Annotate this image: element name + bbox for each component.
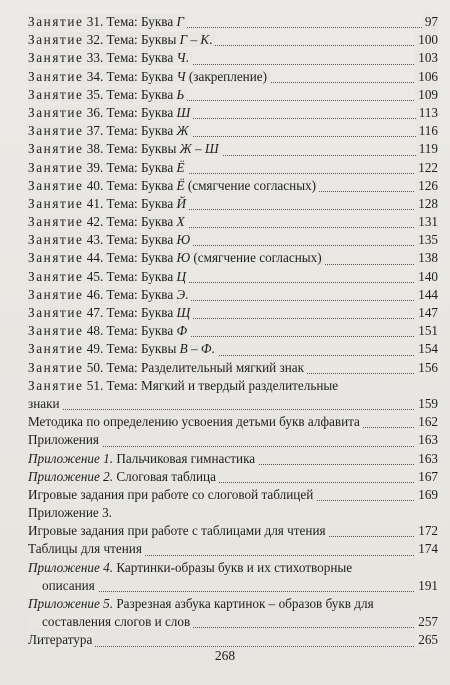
lesson-word: Занятие xyxy=(28,14,84,29)
entry-title-line1: Картинки-образы букв и их стихотворные xyxy=(113,559,353,575)
letter-name: Ю xyxy=(176,250,191,266)
lesson-word: Занятие xyxy=(28,32,84,48)
lesson-word: Занятие xyxy=(28,268,84,284)
toc-entry-lesson xyxy=(28,104,438,122)
toc-entry-lesson xyxy=(28,286,438,304)
page-number: 159 xyxy=(415,395,438,413)
toc-entry-lesson xyxy=(28,322,438,340)
lesson-word: Занятие xyxy=(28,159,84,175)
entry-title-tail: . xyxy=(185,50,189,66)
page-number: 163 xyxy=(415,450,438,468)
letter-name: Ш xyxy=(176,104,191,120)
entry-title: 41. Тема: Буква xyxy=(83,195,177,211)
toc-entry-lesson xyxy=(28,249,438,267)
toc-entry-appendices xyxy=(28,431,438,449)
page-number: 147 xyxy=(415,304,438,322)
letter-name: Э xyxy=(176,286,186,302)
lesson-word: Занятие xyxy=(28,123,84,139)
toc-entry-lesson xyxy=(28,213,438,231)
entry-title: 38. Тема: Буквы xyxy=(83,141,180,157)
lesson-word: Занятие xyxy=(28,232,84,248)
letter-name: Г xyxy=(176,14,184,29)
page-number: 151 xyxy=(415,322,438,340)
letter-name: Ф xyxy=(176,323,188,339)
toc-entry-methodology xyxy=(28,413,438,431)
entry-title-tail: (закрепление) xyxy=(185,68,268,84)
page-number: 103 xyxy=(415,49,438,67)
entry-title: Приложение 3. xyxy=(28,505,115,520)
page-number: 174 xyxy=(415,540,438,558)
page-number: 97 xyxy=(422,13,438,31)
toc-entry-lesson xyxy=(28,195,438,213)
letter-name: Й xyxy=(176,195,187,211)
appendix-label: Приложение 2. xyxy=(28,468,114,484)
page-number: 138 xyxy=(415,249,438,267)
page-number: 128 xyxy=(415,195,438,213)
toc-entry-lesson xyxy=(28,159,438,177)
lesson-word: Занятие xyxy=(28,195,84,211)
entry-title: Слоговая таблица xyxy=(113,468,216,484)
lesson-word: Занятие xyxy=(28,214,84,230)
entry-title-tail: (смягчение согласных) xyxy=(190,250,322,266)
entry-title: 34. Тема: Буква xyxy=(83,68,177,84)
lesson-word: Занятие xyxy=(28,104,84,120)
toc-entry-games-tables xyxy=(28,522,438,540)
entry-title: 50. Тема: Разделительный мягкий знак xyxy=(83,359,305,375)
page-number: 119 xyxy=(416,140,438,158)
toc-entry-lesson xyxy=(28,140,438,158)
letter-name: Ч xyxy=(176,50,186,66)
lesson-word: Занятие xyxy=(28,177,84,193)
toc-entry-lesson-51 xyxy=(28,377,438,413)
toc-entry-lesson xyxy=(28,122,438,140)
page-footer-number: 268 xyxy=(214,648,236,663)
toc-entry-lesson xyxy=(28,340,438,358)
toc-entry-appendix-2 xyxy=(28,468,438,486)
lesson-word: Занятие xyxy=(28,141,84,157)
entry-title: Таблицы для чтения xyxy=(28,541,145,556)
entry-title: 43. Тема: Буква xyxy=(83,232,177,248)
page-number: 169 xyxy=(415,486,438,504)
entry-title: 37. Тема: Буква xyxy=(83,123,177,139)
page-number: 131 xyxy=(415,213,438,231)
page-number: 122 xyxy=(415,159,438,177)
toc-entry-lesson xyxy=(28,359,438,377)
lesson-word: Занятие xyxy=(28,377,84,393)
toc-entry-appendix-5 xyxy=(28,595,438,631)
page-number: 163 xyxy=(415,431,438,449)
entry-title: Пальчиковая гимнастика xyxy=(113,450,256,466)
toc-entry-appendix-1 xyxy=(28,450,438,468)
entry-title-line1: 51. Тема: Мягкий и твердый разделительные xyxy=(83,377,339,393)
toc-entry-appendix-4 xyxy=(28,559,438,595)
page-number: 172 xyxy=(415,522,438,540)
entry-title: Игровые задания при работе со слоговой таблицей xyxy=(28,487,316,502)
page-number: 126 xyxy=(415,177,438,195)
entry-title: Игровые задания при работе с таблицами для чтения xyxy=(28,523,329,538)
page-number: 113 xyxy=(416,104,438,122)
entry-title: 44. Тема: Буква xyxy=(83,250,177,266)
entry-title: 49. Тема: Буквы xyxy=(83,341,180,357)
lesson-word: Занятие xyxy=(28,68,84,84)
appendix-label: Приложение 4. xyxy=(28,559,114,575)
appendix-label: Приложение 1. xyxy=(28,450,114,466)
toc-entry-lesson xyxy=(28,49,438,67)
lesson-entries xyxy=(28,13,438,377)
toc-entry-games-syllable xyxy=(28,486,438,504)
entry-title-tail: . xyxy=(185,286,189,302)
toc-entry-appendix-3 xyxy=(28,504,438,522)
letter-name: Г – К xyxy=(179,32,210,48)
appendix-label: Приложение 5. xyxy=(28,596,114,612)
letter-name: Х xyxy=(176,214,185,230)
page-number: 191 xyxy=(415,577,438,595)
letter-name: Ь xyxy=(176,86,185,102)
toc-entry-lesson xyxy=(28,31,438,49)
lesson-word: Занятие xyxy=(28,341,84,357)
lesson-word: Занятие xyxy=(28,250,84,266)
page-number: 100 xyxy=(415,31,438,49)
page-number: 265 xyxy=(415,631,438,649)
page-number: 135 xyxy=(415,231,438,249)
page-number: 154 xyxy=(415,340,438,358)
lesson-word: Занятие xyxy=(28,50,84,66)
letter-name: Ё xyxy=(176,177,185,193)
entry-title: 33. Тема: Буква xyxy=(83,50,177,66)
entry-title: 45. Тема: Буква xyxy=(83,268,177,284)
entry-title: 36. Тема: Буква xyxy=(83,104,177,120)
entry-title-tail: (смягчение согласных) xyxy=(184,177,317,193)
entry-title-line2: описания xyxy=(28,578,98,593)
entry-title-line1: Разрезная азбука картинок – образов букв для xyxy=(113,596,374,612)
toc-entry-lesson xyxy=(28,86,438,104)
page-number: 257 xyxy=(415,613,438,631)
toc-entry-reading-tables xyxy=(28,540,438,558)
letter-name: Ю xyxy=(176,232,191,248)
entry-title-tail: . xyxy=(211,341,215,357)
letter-name: Ц xyxy=(176,268,187,284)
page-number: 116 xyxy=(416,122,438,140)
lesson-word: Занятие xyxy=(28,323,84,339)
table-of-contents xyxy=(28,13,438,650)
lesson-word: Занятие xyxy=(28,86,84,102)
entry-title: 40. Тема: Буква xyxy=(83,177,177,193)
entry-title: 46. Тема: Буква xyxy=(83,286,177,302)
lesson-word: Занятие xyxy=(28,305,84,320)
toc-entry-lesson xyxy=(28,68,438,86)
letter-name: Ч xyxy=(176,68,186,84)
entry-title-line2: знаки xyxy=(28,396,63,411)
page-number: 167 xyxy=(415,468,438,486)
page-number: 156 xyxy=(415,359,438,377)
entry-title-tail: . xyxy=(209,32,213,48)
toc-entry-lesson xyxy=(28,231,438,249)
entry-title: 48. Тема: Буква xyxy=(83,323,177,339)
entry-title-line2: составления слогов и слов xyxy=(28,614,193,629)
entry-title: Методика по определению усвоения детьми букв алфавита xyxy=(28,414,363,429)
toc-entry-lesson xyxy=(28,304,438,322)
letter-name: Ж xyxy=(176,123,189,139)
toc-entry-lesson xyxy=(28,177,438,195)
lesson-word: Занятие xyxy=(28,359,84,375)
page-number: 162 xyxy=(415,413,438,431)
entry-title: 31. Тема: Буква xyxy=(83,14,177,29)
letter-name: В – Ф xyxy=(179,341,212,357)
page-number: 140 xyxy=(415,268,438,286)
lesson-word: Занятие xyxy=(28,286,84,302)
toc-entry-lesson xyxy=(28,13,438,31)
entry-title: 42. Тема: Буква xyxy=(83,214,177,230)
letter-name: Ё xyxy=(176,159,185,175)
entry-title: Литература xyxy=(28,632,95,647)
toc-entry-literature xyxy=(28,631,438,649)
entry-title: 32. Тема: Буквы xyxy=(83,32,180,48)
page-number: 109 xyxy=(415,86,438,104)
toc-entry-lesson xyxy=(28,268,438,286)
entry-title: 47. Тема: Буква xyxy=(83,305,177,320)
entry-title: Приложения xyxy=(28,432,102,447)
entry-title: 35. Тема: Буква xyxy=(83,86,177,102)
page-number: 144 xyxy=(415,286,438,304)
entry-title: 39. Тема: Буква xyxy=(83,159,177,175)
letter-name: Ж – Ш xyxy=(179,141,219,157)
letter-name: Щ xyxy=(176,305,191,320)
page-number: 106 xyxy=(415,68,438,86)
